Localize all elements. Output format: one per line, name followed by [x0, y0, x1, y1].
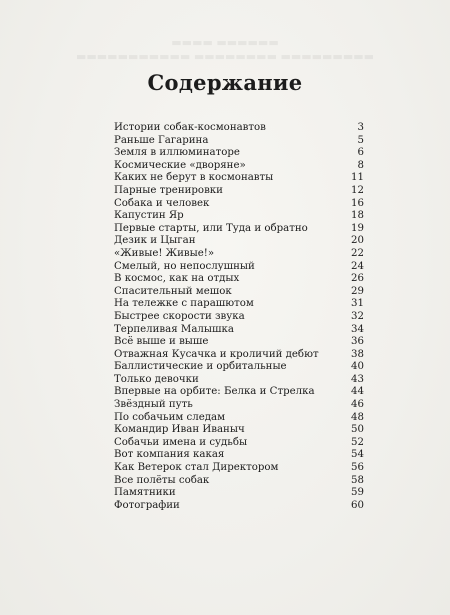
toc-entry [114, 160, 364, 173]
toc-entry [114, 361, 364, 374]
toc-entry [114, 437, 364, 450]
toc-entry-page-number: 38 [351, 348, 364, 360]
toc-entry-page-number: 26 [351, 273, 364, 285]
toc-entry-page-number: 22 [351, 247, 364, 259]
toc-entry-page-number: 20 [351, 235, 364, 247]
toc-entry-page-number: 56 [351, 462, 364, 474]
toc-entry [114, 399, 364, 412]
toc-entry-title: Космические «дворяне» [114, 159, 246, 171]
toc-entry-title: Каких не берут в космонавты [114, 172, 274, 184]
toc-entry-title: Собака и человек [114, 197, 210, 209]
toc-entry-title: Звёздный путь [114, 399, 193, 411]
bleed-through-text: ▬▬▬▬ ▬▬▬▬▬▬ [171, 36, 279, 49]
toc-entry [114, 122, 364, 135]
toc-entry-page-number: 29 [351, 285, 364, 297]
toc-entry [114, 424, 364, 437]
toc-entry [114, 349, 364, 362]
toc-entry-page-number: 31 [351, 298, 364, 310]
toc-entry-title: Смелый, но непослушный [114, 260, 255, 272]
toc-entry-page-number: 16 [351, 197, 364, 209]
toc-entry-page-number: 46 [351, 399, 364, 411]
toc-entry-page-number: 54 [351, 449, 364, 461]
toc-entry-page-number: 48 [351, 411, 364, 423]
toc-entry [114, 449, 364, 462]
toc-entry-title: Отважная Кусачка и кроличий дебют [114, 348, 319, 360]
toc-entry [114, 475, 364, 488]
toc-entry-title: Баллистические и орбитальные [114, 361, 287, 373]
toc-entry-title: Всё выше и выше [114, 336, 209, 348]
toc-entry-page-number: 50 [351, 424, 364, 436]
toc-entry-title: Впервые на орбите: Белка и Стрелка [114, 386, 315, 398]
toc-entry-title: «Живые! Живые!» [114, 247, 215, 259]
table-of-contents [114, 122, 364, 512]
toc-entry-title: Земля в иллюминаторе [114, 147, 240, 159]
toc-entry [114, 311, 364, 324]
toc-entry-title: По собачьим следам [114, 411, 226, 423]
toc-entry [114, 223, 364, 236]
toc-entry [114, 374, 364, 387]
toc-entry [114, 386, 364, 399]
toc-entry [114, 185, 364, 198]
toc-entry-title: Памятники [114, 487, 176, 499]
toc-entry-title: В космос, как на отдых [114, 273, 240, 285]
toc-entry [114, 336, 364, 349]
toc-entry-title: Вот компания какая [114, 449, 225, 461]
toc-entry-page-number: 60 [351, 499, 364, 511]
toc-entry-page-number: 44 [351, 386, 364, 398]
toc-entry-page-number: 5 [357, 134, 364, 146]
toc-entry [114, 487, 364, 500]
toc-entry-title: Быстрее скорости звука [114, 310, 245, 322]
toc-entry-title: Фотографии [114, 499, 180, 511]
toc-entry-page-number: 59 [351, 487, 364, 499]
toc-entry-title: Дезик и Цыган [114, 235, 196, 247]
toc-entry [114, 135, 364, 148]
toc-entry-page-number: 32 [351, 310, 364, 322]
toc-entry-title: Раньше Гагарина [114, 134, 209, 146]
toc-entry-page-number: 3 [357, 122, 364, 133]
toc-entry-title: Спасительный мешок [114, 285, 232, 297]
toc-entry-title: Собачьи имена и судьбы [114, 436, 248, 448]
toc-entry-title: Истории собак-космонавтов [114, 122, 266, 133]
toc-entry-page-number: 8 [357, 159, 364, 171]
toc-entry-title: Терпеливая Малышка [114, 323, 234, 335]
toc-entry [114, 500, 364, 513]
toc-entry-page-number: 36 [351, 336, 364, 348]
toc-entry-page-number: 11 [351, 172, 364, 184]
toc-entry-title: Парные тренировки [114, 184, 223, 196]
toc-entry [114, 261, 364, 274]
toc-entry [114, 235, 364, 248]
toc-entry [114, 210, 364, 223]
toc-entry-page-number: 34 [351, 323, 364, 335]
toc-entry-title: На тележке с парашютом [114, 298, 254, 310]
toc-entry-title: Первые старты, или Туда и обратно [114, 222, 308, 234]
toc-entry [114, 462, 364, 475]
toc-entry [114, 273, 364, 286]
toc-entry [114, 147, 364, 160]
toc-entry-page-number: 24 [351, 260, 364, 272]
toc-entry [114, 324, 364, 337]
toc-entry [114, 172, 364, 185]
toc-entry-page-number: 18 [351, 210, 364, 222]
toc-entry-page-number: 43 [351, 373, 364, 385]
page-title: Содержание [147, 70, 303, 95]
toc-entry-page-number: 58 [351, 474, 364, 486]
toc-entry [114, 412, 364, 425]
toc-entry-title: Только девочки [114, 373, 199, 385]
toc-entry-page-number: 40 [351, 361, 364, 373]
toc-entry-page-number: 52 [351, 436, 364, 448]
toc-entry-title: Как Ветерок стал Директором [114, 462, 279, 474]
toc-entry [114, 198, 364, 211]
toc-entry [114, 248, 364, 261]
toc-entry-page-number: 12 [351, 184, 364, 196]
toc-entry [114, 298, 364, 311]
bleed-through-text: ▬▬▬▬▬▬▬▬▬▬▬ ▬▬▬▬▬▬▬▬ ▬▬▬▬▬▬▬▬▬ [76, 50, 374, 63]
toc-entry-title: Капустин Яр [114, 210, 184, 222]
toc-entry-title: Все полёты собак [114, 474, 210, 486]
toc-entry-page-number: 19 [351, 222, 364, 234]
toc-entry-title: Командир Иван Иваныч [114, 424, 245, 436]
toc-entry-page-number: 6 [357, 147, 364, 159]
toc-entry [114, 286, 364, 299]
